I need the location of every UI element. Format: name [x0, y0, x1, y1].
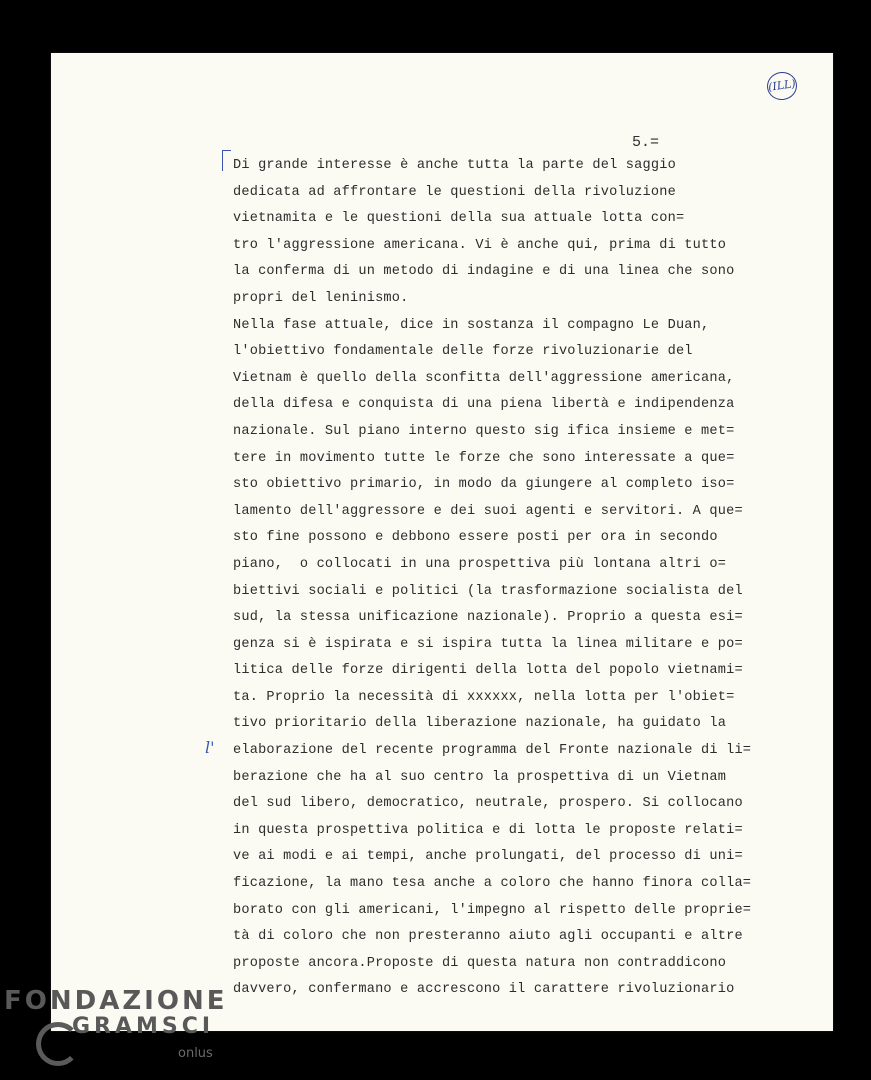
text-line: tà di coloro che non presteranno aiuto agli occupanti e altre — [233, 929, 743, 945]
text-line: la conferma di un metodo di indagine e di una linea che sono — [233, 264, 735, 280]
text-line: lamento dell'aggressore e dei suoi agenti e servitori. A que= — [233, 503, 743, 519]
text-line: Vietnam è quello della sconfitta dell'aggressione americana, — [233, 370, 735, 386]
text-line: ficazione, la mano tesa anche a coloro che hanno finora colla= — [233, 876, 752, 892]
watermark-line3: onlus — [178, 1046, 213, 1061]
text-line: sto fine possono e debbono essere posti per ora in secondo — [233, 530, 718, 546]
text-line: tere in movimento tutte le forze che sono interessate a que= — [233, 450, 735, 466]
watermark-line1: FONDAZIONE — [4, 986, 228, 1016]
text-line: della difesa e conquista di una piena libertà e indipendenza — [233, 397, 735, 413]
margin-bracket — [222, 150, 231, 171]
text-line: genza si è ispirata e si ispira tutta la linea militare e po= — [233, 636, 743, 652]
text-line: tro l'aggressione americana. Vi è anche qui, prima di tutto — [233, 237, 727, 253]
text-line: l'obiettivo fondamentale delle forze rivoluzionarie del — [233, 344, 693, 360]
text-line: in questa prospettiva politica e di lotta le proposte relati= — [233, 822, 743, 838]
text-line: sto obiettivo primario, in modo da giungere al completo iso= — [233, 477, 735, 493]
folio-stamp: (ILL) — [765, 70, 799, 102]
text-line: tivo prioritario della liberazione nazionale, ha guidato la — [233, 716, 727, 732]
text-line: proposte ancora.Proposte di questa natura non contraddicono — [233, 955, 727, 971]
text-line: litica delle forze dirigenti della lotta del popolo vietnami= — [233, 663, 743, 679]
text-line: Di grande interesse è anche tutta la parte del saggio — [233, 158, 676, 173]
typed-text-body — [233, 153, 793, 1004]
margin-note: l' — [205, 738, 215, 757]
text-line: davvero, confermano e accrescono il carattere rivoluzionario — [233, 982, 735, 998]
text-line: ta. Proprio la necessità di xxxxxx, nella lotta per l'obiet= — [233, 689, 735, 705]
text-line: propri del leninismo. — [233, 290, 409, 306]
text-line: biettivi sociali e politici (la trasformazione socialista del — [233, 583, 743, 599]
text-line: sud, la stessa unificazione nazionale). Proprio a questa esi= — [233, 610, 743, 626]
text-line: berazione che ha al suo centro la prospettiva di un Vietnam — [233, 769, 727, 785]
text-line: nazionale. Sul piano interno questo sig ifica insieme e met= — [233, 423, 735, 439]
watermark-line2: GRAMSCI — [72, 1014, 215, 1039]
text-line: piano, o collocati in una prospettiva più lontana altri o= — [233, 556, 727, 572]
text-line: del sud libero, democratico, neutrale, prospero. Si collocano — [233, 796, 743, 812]
text-line: Nella fase attuale, dice in sostanza il compagno Le Duan, — [233, 317, 710, 333]
text-line: dedicata ad affrontare le questioni della rivoluzione — [233, 184, 676, 200]
text-line: borato con gli americani, l'impegno al rispetto delle proprie= — [233, 902, 752, 918]
text-line: vietnamita e le questioni della sua attuale lotta con= — [233, 211, 685, 227]
text-line: elaborazione del recente programma del Fronte nazionale di li= — [233, 743, 752, 759]
page-number: 5.= — [632, 134, 660, 151]
text-line: ve ai modi e ai tempi, anche prolungati, del processo di uni= — [233, 849, 743, 865]
